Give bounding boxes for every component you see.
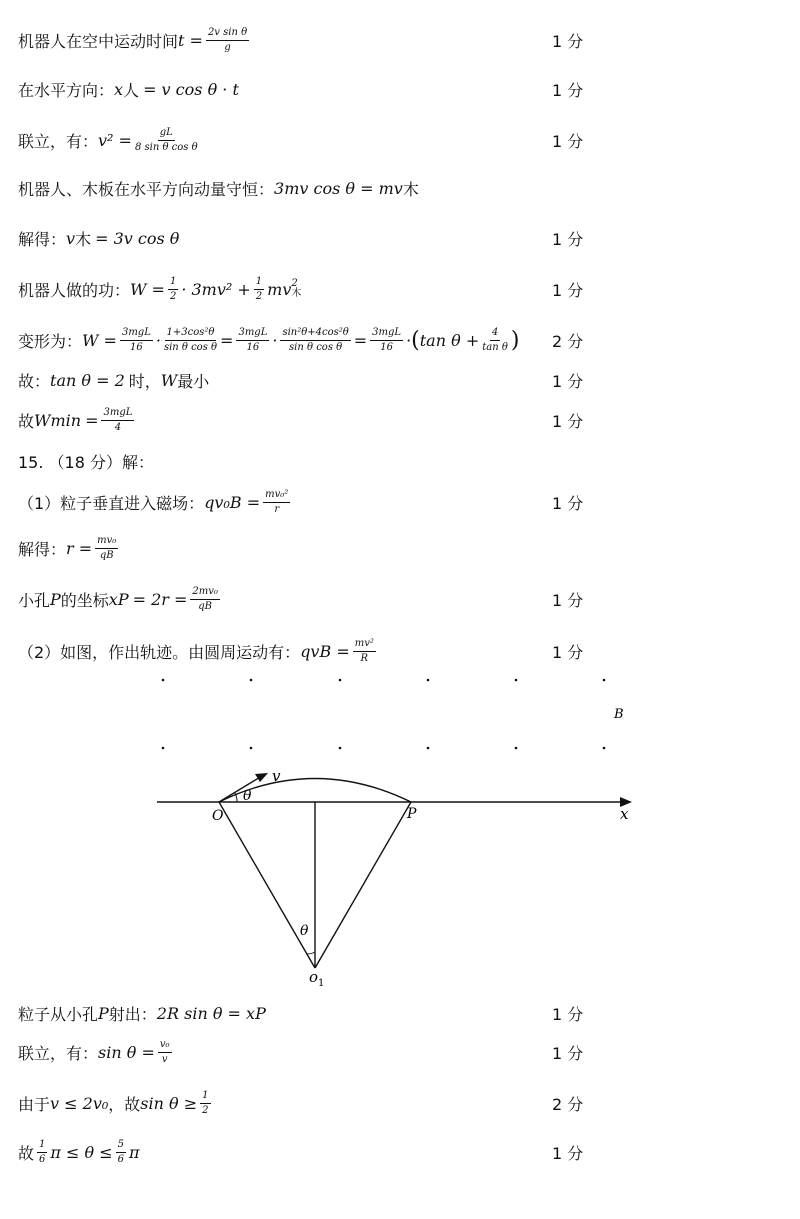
text: 射出： <box>108 1004 157 1024</box>
line-4 <box>18 170 419 206</box>
formula: mv <box>267 279 292 299</box>
sup-sub: 2 木 <box>291 278 302 299</box>
score: 1 分 <box>552 590 584 610</box>
line-16 <box>18 1034 175 1070</box>
fraction: $\frac{\text{3mgL}}{16}$ <box>238 326 268 353</box>
subscript: P <box>117 589 129 609</box>
point-label-O: O <box>212 808 224 824</box>
score: 2 分 <box>552 1094 584 1114</box>
fraction: $\frac{\text{v₀}}{v}$ <box>159 1038 170 1065</box>
text: 故 <box>18 411 35 431</box>
score: 1 分 <box>552 493 584 513</box>
line-8 <box>18 362 209 398</box>
fraction: $\frac{\text{mv²}}{R}$ <box>354 637 374 664</box>
formula: sin θ ≥ <box>140 1093 198 1113</box>
velocity-arrowhead <box>255 773 268 782</box>
line-6 <box>18 271 301 307</box>
line-18 <box>18 1134 140 1170</box>
formula: t = <box>178 30 203 50</box>
formula: W <box>160 370 178 390</box>
formula: = <box>85 410 99 430</box>
score: 1 分 <box>552 642 584 662</box>
text: 机器人在空中运动时间 <box>18 31 179 51</box>
text: ，故 <box>108 1094 141 1114</box>
formula: P <box>98 1003 109 1023</box>
velocity-vector <box>219 776 262 802</box>
line-9 <box>18 402 137 438</box>
formula: π ≤ θ ≤ <box>50 1142 113 1162</box>
question-heading <box>18 443 154 479</box>
text: 时， <box>128 371 161 391</box>
line-1 <box>18 22 252 58</box>
text: 在水平方向： <box>18 80 115 100</box>
subscript: P <box>255 1003 266 1023</box>
formula: v² = <box>98 130 132 150</box>
line-12 <box>18 530 121 566</box>
angle-arc-bottom <box>307 952 315 954</box>
fraction: $\frac{\text{mv₀²}}{r}$ <box>265 488 289 515</box>
formula: = 3v cos θ <box>95 228 180 248</box>
fraction: $\frac{\text{3mgL}}{16}$ <box>121 326 151 353</box>
text: 解得： <box>18 539 67 559</box>
line-3 <box>18 122 201 158</box>
line-11 <box>18 484 293 520</box>
field-dots <box>162 679 606 750</box>
text: 机器人做的功： <box>18 280 131 300</box>
fraction: $\frac{5}{6}$ <box>117 1138 124 1165</box>
fraction: $\frac{\text{2mv₀}}{qB}$ <box>192 585 218 612</box>
text: 由于 <box>18 1094 51 1114</box>
score: 1 分 <box>552 131 584 151</box>
subscript: min <box>50 410 82 430</box>
text: 联立，有： <box>18 1043 99 1063</box>
fraction: $\frac{\text{2v sin θ}}{g}$ <box>207 26 248 53</box>
trajectory-diagram <box>150 670 650 995</box>
line-15 <box>18 995 266 1031</box>
formula: π <box>128 1142 140 1162</box>
line-7: 变形为： W = $\frac{\text{3mgL}}{16}$ · $\frac{\text{1+3cos²θ}}{\text{sin θ cos θ}}$ = $\frac{\text{3mgL}}{16}$ · $\frac{\text{sin²θ+4cos²θ}}{\text{sin θ cos θ}}$ = $\frac{\text{3mgL}}{16}$ · ( tan θ + $\frac{4}{\text{tan θ}}$ ) <box>18 326 520 353</box>
text: 的坐标 <box>60 590 109 610</box>
formula: qv₀B = <box>204 492 261 512</box>
score: 1 分 <box>552 371 584 391</box>
fraction: $\frac{\text{1+3cos²θ}}{\text{sin θ cos θ}}$ <box>163 326 218 353</box>
radius-right <box>315 802 411 968</box>
fraction: $\frac{\text{mv₀}}{qB}$ <box>97 534 117 561</box>
text: 联立，有： <box>18 131 99 151</box>
text: 最小 <box>177 371 210 391</box>
point-label-P: P <box>407 806 417 822</box>
formula: P <box>50 589 61 609</box>
formula: W = <box>82 330 117 350</box>
text: （2）如图，作出轨迹。由圆周运动有： <box>18 642 301 662</box>
formula: W = <box>130 279 165 299</box>
line-13 <box>18 581 223 617</box>
line-5 <box>18 220 179 256</box>
fraction: $\frac{1}{2}$ <box>202 1089 209 1116</box>
fraction: $\frac{gL}{\text{8 sin θ cos θ}}$ <box>134 126 198 153</box>
formula: sin θ = <box>98 1042 155 1062</box>
formula: = v cos θ · t <box>143 79 239 99</box>
radius-left <box>219 802 315 968</box>
score: 2 分 <box>552 331 584 351</box>
line-14 <box>18 633 379 669</box>
velocity-label: v <box>272 767 281 785</box>
formula: = 2r = <box>132 589 188 609</box>
formula: r = <box>66 538 93 558</box>
formula: v ≤ 2v₀ <box>50 1093 109 1113</box>
formula: 3mv cos θ = mv <box>274 178 403 198</box>
score: 1 分 <box>552 1043 584 1063</box>
fraction: $\frac{\text{3mgL}}{16}$ <box>372 326 402 353</box>
subscript: 木 <box>75 229 92 249</box>
text: 粒子从小孔 <box>18 1004 99 1024</box>
score: 1 分 <box>552 1143 584 1163</box>
text: 故 <box>18 1143 35 1163</box>
formula: 2R sin θ = x <box>156 1003 256 1023</box>
formula: · 3mv² + <box>181 279 251 299</box>
fraction: $\frac{\text{3mgL}}{4}$ <box>103 406 133 433</box>
formula: x <box>114 79 124 99</box>
line-17 <box>18 1085 214 1121</box>
text: 机器人、木板在水平方向动量守恒： <box>18 179 275 199</box>
subscript: 人 <box>123 80 140 100</box>
fraction: $\frac{\text{sin²θ+4cos²θ}}{\text{sin θ cos θ}}$ <box>282 326 349 353</box>
text: 解得： <box>18 229 67 249</box>
text: （1）粒子垂直进入磁场： <box>18 493 205 513</box>
score: 1 分 <box>552 280 584 300</box>
formula: qvB = <box>300 641 350 661</box>
score: 1 分 <box>552 1004 584 1024</box>
score: 1 分 <box>552 80 584 100</box>
angle-label-bottom: θ <box>300 923 309 939</box>
formula: tan θ = 2 <box>50 370 125 390</box>
score: 1 分 <box>552 31 584 51</box>
formula: W <box>34 410 51 430</box>
formula: x <box>108 589 118 609</box>
field-label-B: B <box>614 707 624 722</box>
text: 故： <box>18 371 51 391</box>
formula: v <box>66 228 76 248</box>
score: 1 分 <box>552 411 584 431</box>
score: 1 分 <box>552 229 584 249</box>
angle-label-top: θ <box>243 788 252 804</box>
subscript: 木 <box>402 179 419 199</box>
fraction: $\frac{1}{2}$ <box>169 275 177 302</box>
fraction: $\frac{1}{6}$ <box>39 1138 46 1165</box>
x-axis-label: x <box>620 805 629 823</box>
text: 15. （18 分）解： <box>18 452 154 472</box>
formula: tan θ + <box>419 330 480 350</box>
point-label-O1: $o_1$ <box>309 968 325 989</box>
text: 变形为： <box>18 331 83 351</box>
fraction: $\frac{1}{2}$ <box>255 275 263 302</box>
text: 小孔 <box>18 590 51 610</box>
line-2 <box>18 71 239 107</box>
fraction: $\frac{4}{\text{tan θ}}$ <box>482 326 508 353</box>
